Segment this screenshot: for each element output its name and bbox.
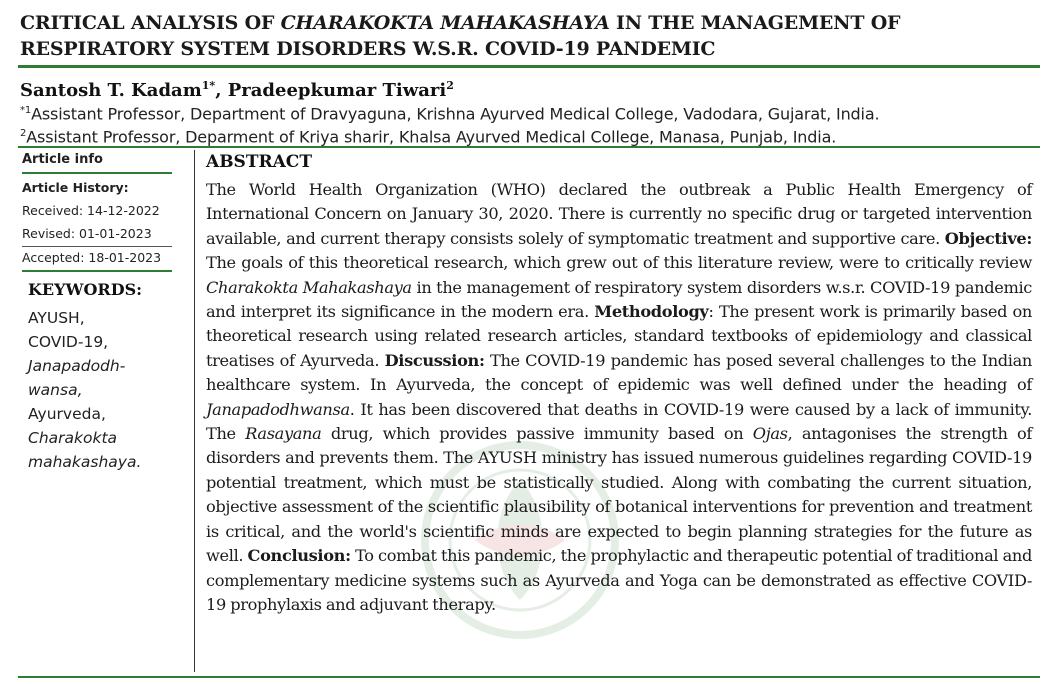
keyword-item: Charakokta [28, 429, 118, 447]
discussion-text: , antagonises the strength of disorders and prevents them. The AYUSH ministry has issued numerous guidelines regarding COVID-19 potential treatment, which must be statistically studied. Along with combating the current situation, objective assessment of the scientific plausibility of botanical interventions for prevention and treatment is critical, and the world's scientific minds are expected to begin planning strategies for the future as well. [206, 424, 1032, 566]
author-2-superscript: 2 [446, 79, 454, 92]
discussion-italic: Janapadodhwansa [206, 399, 350, 419]
discussion-text: The COVID-19 pandemic has posed several challenges to the Indian healthcare system. In Ayurveda, the concept of epidemic was well defined under the heading of [206, 350, 1032, 395]
discussion-italic: Ojas [752, 424, 788, 444]
footer-divider [18, 676, 1040, 678]
conclusion-text: To combat this pandemic, the prophylactic and therapeutic potential of traditional and complementary medicine systems such as Ayurveda and Yoga can be demonstrated as effective COVID-19 prophylaxis and adjuvant therapy. [206, 546, 1032, 614]
objective-text: The goals of this theoretical research, which grew out of this literature review, were to critically review [206, 253, 1032, 273]
discussion-label: Discussion: [384, 350, 485, 370]
methodology-label: Methodology [594, 302, 709, 322]
article-history-label: Article History: [22, 180, 129, 195]
paper-title [20, 10, 1035, 62]
discussion-italic: Rasayana [245, 424, 322, 444]
keyword-item: Janapadodh- [28, 357, 126, 375]
author-1: Santosh T. Kadam [20, 80, 202, 101]
affiliation-1-text: Assistant Professor, Department of Dravyaguna, Krishna Ayurved Medical College, Vadodara, Gujarat, India. [31, 104, 880, 124]
objective-text-end: in the management of respiratory system disorders w.s.r. COVID-19 pandemic and interpret its significance in the modern era. [206, 277, 1032, 322]
keyword-item: wansa, [28, 381, 83, 399]
affiliation-2-superscript: 2 [20, 128, 27, 139]
keywords-heading: KEYWORDS: [28, 280, 143, 299]
article-info-bottom-divider [22, 270, 172, 272]
conclusion-label: Conclusion: [247, 546, 351, 566]
keyword-item: Ayurveda, [28, 405, 106, 423]
objective-italic: Charakokta Mahakashaya [206, 277, 412, 297]
author-2: Pradeepkumar Tiwari [227, 80, 447, 101]
accepted-date: Accepted: 18-01-2023 [22, 250, 162, 265]
revised-divider [22, 246, 172, 247]
abstract-intro: The World Health Organization (WHO) declared the outbreak a Public Health Emergency of International Concern on January 30, 2020. There is currently no specific drug or targeted intervention available, and current therapy consists solely of symptomatic treatment and supportive care. [206, 180, 1032, 248]
abstract-heading: ABSTRACT [206, 152, 312, 172]
title-divider [18, 65, 1040, 68]
article-info-divider [22, 172, 172, 174]
methodology-text: : The present work is primarily based on theoretical research using related research articles, standard textbooks of epidemiology and classical treatises of Ayurveda. [206, 302, 1032, 370]
objective-label: Objective: [944, 228, 1032, 248]
keyword-item: AYUSH, [28, 309, 85, 327]
affiliation-2 [20, 123, 836, 148]
author-separator: , [215, 80, 228, 101]
affiliation-1 [20, 100, 879, 125]
received-date: Received: 14-12-2022 [22, 203, 160, 218]
keywords-list [28, 306, 178, 474]
discussion-text: . It has been discovered that deaths in COVID-19 were caused by a lack of immunity. The [206, 399, 1032, 444]
header-divider [18, 146, 1040, 148]
author-1-superscript: 1* [201, 79, 216, 92]
title-text: CRITICAL ANALYSIS OF [20, 12, 281, 34]
author-line [20, 74, 454, 103]
title-italic-text: CHARAKOKTA MAHAKASHAYA [280, 12, 610, 34]
discussion-text: drug, which provides passive immunity based on [321, 424, 753, 444]
affiliation-1-superscript: *1 [20, 105, 32, 116]
abstract-body [206, 178, 1032, 617]
keyword-item: mahakashaya. [28, 453, 142, 471]
keyword-item: COVID-19, [28, 333, 109, 351]
column-divider [194, 150, 195, 672]
title-text-end: IN THE MANAGEMENT OF RESPIRATORY SYSTEM DISORDERS W.S.R. COVID-19 PANDEMIC [20, 12, 901, 60]
article-info-panel [22, 150, 172, 265]
article-info-heading: Article info [22, 152, 103, 167]
affiliation-2-text: Assistant Professor, Deparment of Kriya sharir, Khalsa Ayurved Medical College, Manasa, Punjab, India. [26, 127, 837, 147]
revised-date: Revised: 01-01-2023 [22, 226, 152, 241]
